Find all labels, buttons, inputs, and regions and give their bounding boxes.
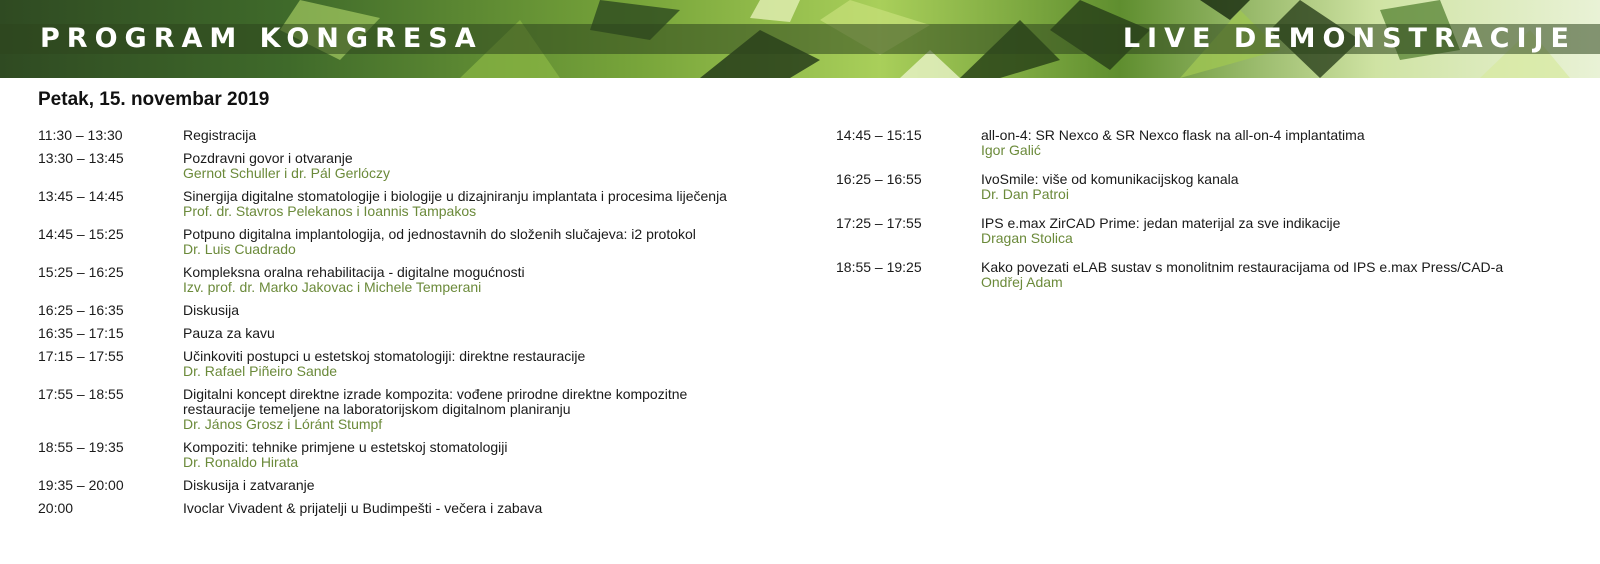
time-slot: 14:45 – 15:15 xyxy=(836,127,922,143)
time-slot: 18:55 – 19:35 xyxy=(38,439,124,455)
congress-schedule xyxy=(38,128,798,524)
time-slot: 17:15 – 17:55 xyxy=(38,348,124,364)
demo-speaker: Igor Galić xyxy=(981,142,1041,158)
schedule-row xyxy=(38,227,798,257)
session-topic: Potpuno digitalna implantologija, od jednostavnih do složenih slučajeva: i2 protokol xyxy=(183,226,696,242)
demo-speaker: Dragan Stolica xyxy=(981,230,1073,246)
program-title: PROGRAM KONGRESA xyxy=(40,23,483,54)
demo-speaker: Ondřej Adam xyxy=(981,274,1063,290)
schedule-row xyxy=(38,265,798,295)
session-topic: Diskusija i zatvaranje xyxy=(183,477,315,493)
demo-row xyxy=(836,260,1576,290)
demo-topic: IPS e.max ZirCAD Prime: jedan materijal za sve indikacije xyxy=(981,215,1341,231)
time-slot: 17:25 – 17:55 xyxy=(836,215,922,231)
session-topic: Digitalni koncept direktne izrade kompozita: vođene prirodne direktne kompozitne restauracije temeljene na laboratorijskom digitalnom planiranju xyxy=(183,386,688,417)
schedule-row xyxy=(38,387,798,432)
schedule-row xyxy=(38,303,798,318)
schedule-row xyxy=(38,151,798,181)
demo-speaker: Dr. Dan Patroi xyxy=(981,186,1069,202)
schedule-row xyxy=(38,349,798,379)
session-topic: Kompoziti: tehnike primjene u estetskoj stomatologiji xyxy=(183,439,508,455)
demo-row xyxy=(836,128,1576,158)
session-topic: Pauza za kavu xyxy=(183,325,275,341)
schedule-row xyxy=(38,478,798,493)
time-slot: 19:35 – 20:00 xyxy=(38,477,124,493)
session-topic: Sinergija digitalne stomatologije i biologije u dizajniranju implantata i procesima liječenja xyxy=(183,188,727,204)
time-slot: 13:45 – 14:45 xyxy=(38,188,124,204)
date-heading: Petak, 15. novembar 2019 xyxy=(38,89,270,110)
schedule-row xyxy=(38,189,798,219)
time-slot: 13:30 – 13:45 xyxy=(38,150,124,166)
session-speaker: Dr. János Grosz i Lóránt Stumpf xyxy=(183,416,383,432)
session-topic: Kompleksna oralna rehabilitacija - digitalne mogućnosti xyxy=(183,264,525,280)
schedule-row xyxy=(38,440,798,470)
session-topic: Registracija xyxy=(183,127,257,143)
demo-row xyxy=(836,172,1576,202)
demo-topic: all-on-4: SR Nexco & SR Nexco flask na all-on-4 implantatima xyxy=(981,127,1365,143)
demo-topic: IvoSmile: više od komunikacijskog kanala xyxy=(981,171,1239,187)
session-topic: Ivoclar Vivadent & prijatelji u Budimpešti - večera i zabava xyxy=(183,500,543,516)
session-topic: Učinkoviti postupci u estetskoj stomatologiji: direktne restauracije xyxy=(183,348,586,364)
header-banner xyxy=(0,0,1600,78)
session-speaker: Gernot Schuller i dr. Pál Gerlóczy xyxy=(183,165,390,181)
time-slot: 11:30 – 13:30 xyxy=(38,127,123,143)
session-topic: Pozdravni govor i otvaranje xyxy=(183,150,353,166)
time-slot: 16:25 – 16:55 xyxy=(836,171,922,187)
schedule-row xyxy=(38,326,798,341)
time-slot: 14:45 – 15:25 xyxy=(38,226,124,242)
session-topic: Diskusija xyxy=(183,302,240,318)
session-speaker: Izv. prof. dr. Marko Jakovac i Michele Temperani xyxy=(183,279,482,295)
time-slot: 15:25 – 16:25 xyxy=(38,264,124,280)
session-speaker: Dr. Rafael Piñeiro Sande xyxy=(183,363,338,379)
time-slot: 18:55 – 19:25 xyxy=(836,259,922,275)
session-speaker: Dr. Ronaldo Hirata xyxy=(183,454,299,470)
live-demo-title: LIVE DEMONSTRACIJE xyxy=(1122,23,1576,54)
session-speaker: Dr. Luis Cuadrado xyxy=(183,241,296,257)
schedule-row xyxy=(38,128,798,143)
time-slot: 16:35 – 17:15 xyxy=(38,325,124,341)
live-demo-schedule xyxy=(836,128,1576,304)
time-slot: 17:55 – 18:55 xyxy=(38,386,124,402)
demo-topic: Kako povezati eLAB sustav s monolitnim restauracijama od IPS e.max Press/CAD-a xyxy=(981,259,1504,275)
demo-row xyxy=(836,216,1576,246)
time-slot: 16:25 – 16:35 xyxy=(38,302,124,318)
schedule-row xyxy=(38,501,798,516)
time-slot: 20:00 xyxy=(38,500,74,516)
session-speaker: Prof. dr. Stavros Pelekanos i Ioannis Tampakos xyxy=(183,203,477,219)
